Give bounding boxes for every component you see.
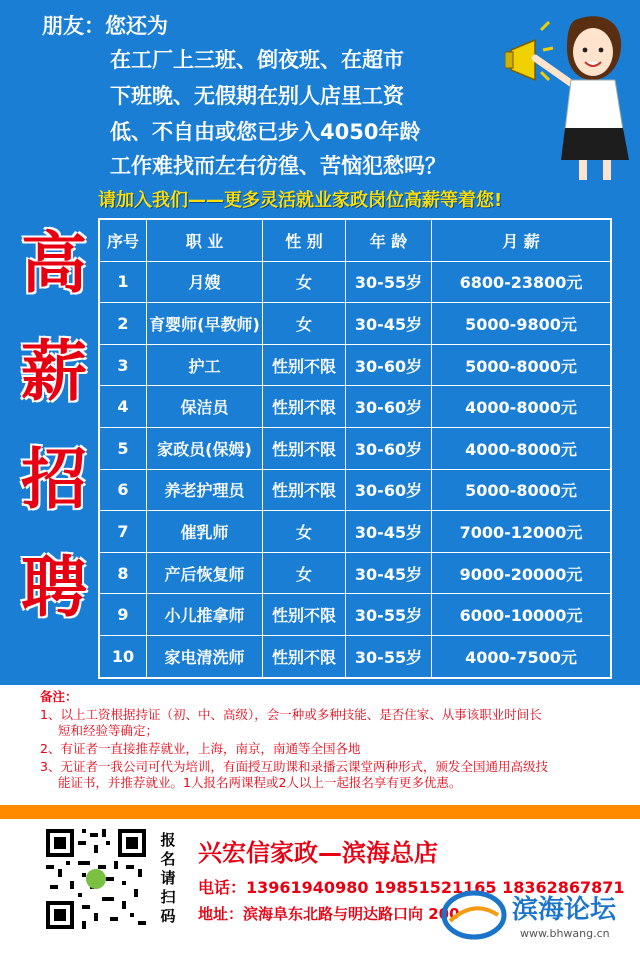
address (198, 903, 460, 924)
orange-divider (0, 805, 640, 819)
row-index: 3 (117, 355, 129, 375)
watermark-text: 滨海论坛 (512, 895, 617, 925)
scan-char: 请 (160, 869, 176, 887)
table-row (100, 302, 610, 344)
intro-line-3: 下班晚、无假期在别人店里工资 (110, 84, 404, 108)
row-job: 催乳师 (146, 511, 262, 552)
row-salary: 9000-20000元 (431, 553, 610, 594)
row-age: 30-45岁 (345, 511, 431, 552)
header-age: 年 龄 (345, 220, 431, 261)
row-age: 30-60岁 (345, 345, 431, 386)
jobs-table (98, 218, 612, 679)
megaphone-icon (505, 22, 553, 80)
vertical-title-char: 薪 (21, 333, 87, 410)
row-job: 产后恢复师 (146, 553, 262, 594)
table-row (100, 635, 610, 677)
row-job: 养老护理员 (146, 470, 262, 511)
watermark-url[interactable]: www.bhwang.cn (520, 927, 610, 940)
header-job: 职 业 (146, 220, 262, 261)
row-salary: 5000-8000元 (431, 470, 610, 511)
row-salary: 5000-9800元 (431, 303, 610, 344)
note-1-cont: 短和经验等确定； (58, 723, 159, 738)
intro-line-1: 朋友：您还为 (42, 14, 168, 38)
row-index: 8 (117, 563, 129, 583)
girl-megaphone-illustration (505, 10, 635, 185)
table-row (100, 427, 610, 469)
scan-to-register-label (158, 831, 178, 926)
table-row (100, 510, 610, 552)
note-3: 3、无证者一我公司可代为培训，有面授互助课和录播云课堂两种形式，颁发全国通用高级技 (40, 759, 548, 774)
notes-section (0, 685, 640, 805)
row-index: 7 (117, 521, 129, 541)
address-text: 地址：滨海阜东北路与明达路口向 (198, 905, 424, 923)
header-salary: 月 薪 (431, 220, 610, 261)
row-job: 护工 (146, 345, 262, 386)
row-age: 30-55岁 (345, 262, 431, 303)
row-index: 1 (117, 272, 129, 292)
scan-char: 扫 (160, 888, 176, 906)
row-gender: 性别不限 (262, 428, 345, 469)
vertical-title-char: 招 (21, 441, 87, 518)
header-index: 序号 (106, 231, 139, 251)
row-index: 4 (117, 397, 129, 417)
row-index: 5 (117, 438, 129, 458)
row-age: 30-55岁 (345, 636, 431, 677)
row-gender: 性别不限 (262, 470, 345, 511)
row-index: 6 (117, 480, 129, 500)
vertical-title (16, 210, 92, 642)
table-row (100, 552, 610, 594)
note-3-cont: 能证书，并推荐就业。1人报名两课程或2人以上一起报名享有更多优惠。 (58, 775, 462, 790)
row-gender: 性别不限 (262, 345, 345, 386)
row-age: 30-60岁 (345, 386, 431, 427)
table-row (100, 261, 610, 303)
row-job: 保洁员 (146, 386, 262, 427)
table-row (100, 593, 610, 635)
row-salary: 4000-7500元 (431, 636, 610, 677)
row-salary: 7000-12000元 (431, 511, 610, 552)
row-gender: 女 (262, 303, 345, 344)
row-age: 30-45岁 (345, 303, 431, 344)
table-row (100, 344, 610, 386)
row-age: 30-55岁 (345, 594, 431, 635)
row-gender: 性别不限 (262, 636, 345, 677)
row-salary: 6000-10000元 (431, 594, 610, 635)
table-header-row (100, 220, 610, 261)
scan-char: 码 (160, 907, 176, 925)
intro-line-2: 在工厂上三班、倒夜班、在超市 (110, 48, 404, 72)
company-name: 兴宏信家政—滨海总店 (198, 839, 438, 867)
row-age: 30-60岁 (345, 470, 431, 511)
row-job: 家政员(保姆) (146, 428, 262, 469)
row-salary: 4000-8000元 (431, 428, 610, 469)
row-gender: 女 (262, 553, 345, 594)
scan-char: 名 (160, 850, 176, 868)
address-tail: 200 (428, 905, 460, 923)
header-gender: 性 别 (262, 220, 345, 261)
row-job: 家电清洗师 (146, 636, 262, 677)
row-gender: 女 (262, 511, 345, 552)
row-gender: 女 (262, 262, 345, 303)
vertical-title-char: 聘 (21, 549, 87, 626)
slogan: 请加入我们——更多灵活就业家政岗位高薪等着您! (98, 190, 503, 211)
table-row (100, 385, 610, 427)
vertical-title-char: 高 (21, 225, 87, 302)
row-gender: 性别不限 (262, 594, 345, 635)
footer (0, 819, 640, 958)
row-age: 30-60岁 (345, 428, 431, 469)
row-gender: 性别不限 (262, 386, 345, 427)
row-index: 10 (111, 646, 135, 666)
row-job: 月嫂 (146, 262, 262, 303)
row-index: 2 (117, 313, 129, 333)
notes-title: 备注： (40, 689, 78, 704)
row-job: 育婴师(早教师) (146, 303, 262, 344)
table-row (100, 469, 610, 511)
row-age: 30-45岁 (345, 553, 431, 594)
scan-char: 报 (160, 831, 176, 849)
intro-line-4: 低、不自由或您已步入4050年龄 (110, 120, 421, 144)
row-salary: 5000-8000元 (431, 345, 610, 386)
row-salary: 6800-23800元 (431, 262, 610, 303)
note-1: 1、以上工资根据持证（初、中、高级），会一种或多种技能、是否住家、从事该职业时间长 (40, 707, 542, 722)
phone-numbers: 电话：13961940980 19851521165 18362867871 (198, 878, 625, 897)
qr-code-icon[interactable] (46, 829, 146, 929)
row-index: 9 (117, 605, 129, 625)
row-job: 小儿推拿师 (146, 594, 262, 635)
intro-line-5: 工作难找而左右彷徨、苦恼犯愁吗？ (110, 154, 446, 178)
row-salary: 4000-8000元 (431, 386, 610, 427)
note-2: 2、有证者一直接推荐就业，上海，南京，南通等全国各地 (40, 741, 361, 756)
